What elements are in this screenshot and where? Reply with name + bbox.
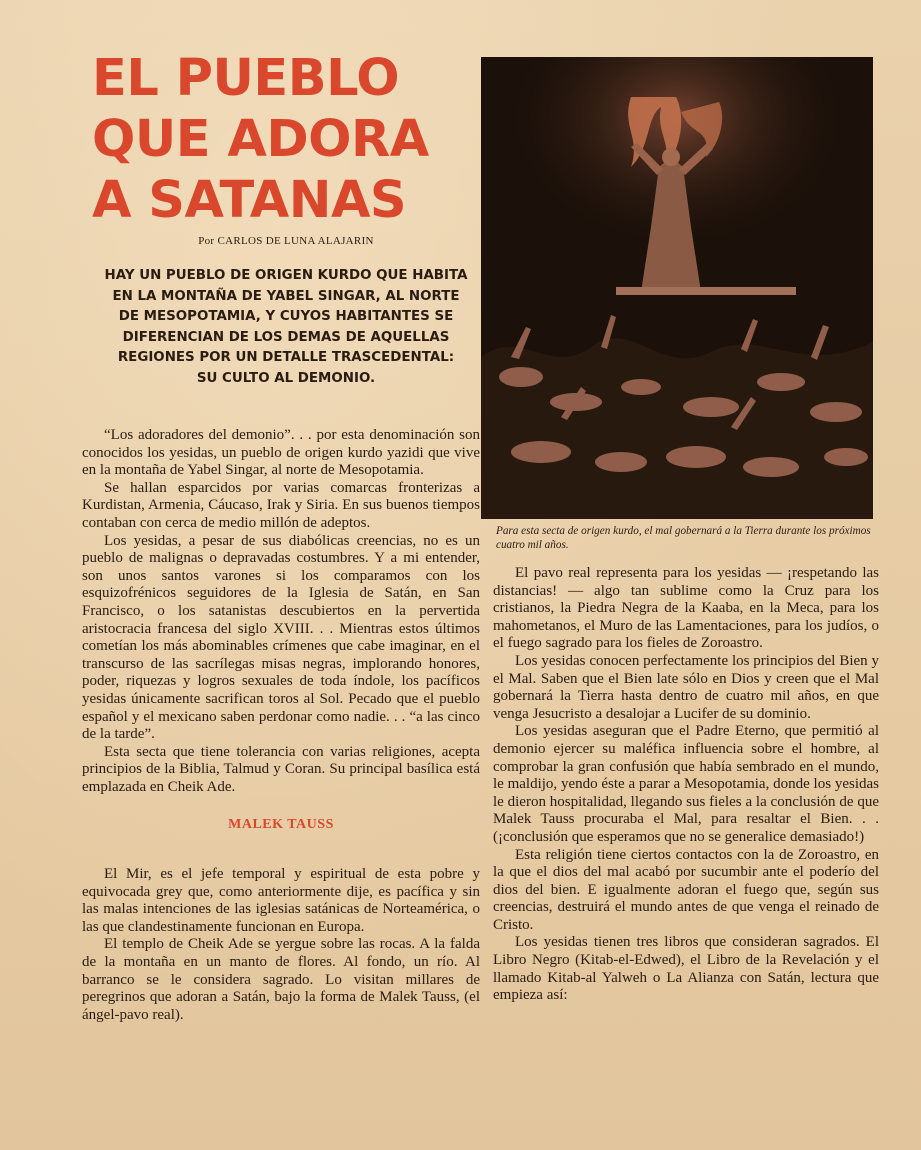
lede-line: DE MESOPOTAMIA, Y CUYOS HABITANTES SE	[118, 309, 454, 325]
paragraph: El Mir, es el jefe temporal y espiritual de esta pobre y equivocada grey que, como anteriormente dije, es pacífica y sin las malas intenciones de las iglesias satánicas de Norteamérica, o las que clandestinamente funcionan en Europa.	[82, 866, 480, 935]
paragraph: Los yesidas conocen perfectamente los principios del Bien y el Mal. Saben que el Bien late sólo en Dios y creen que el Mal gobernará la Tierra hasta dentro de cuatro mil años, en que venga Jesucristo a desalojar a Lucifer de su dominio.	[493, 652, 879, 722]
lede-line: EN LA MONTAÑA DE YABEL SINGAR, AL NORTE	[112, 288, 460, 304]
paragraph: “Los adoradores del demonio”. . . por esta denominación son conocidos los yesidas, un pueblo de origen kurdo yazidi que vive en la montaña de Yabel Singar, al norte de Mesopotamia.	[82, 427, 480, 479]
section-subhead: MALEK TAUSS	[228, 817, 334, 833]
paragraph: El pavo real representa para los yesidas — ¡respetando las distancias! — algo tan sublime como la Cruz para los cristianos, la Piedra Negra de la Kaaba, en la Meca, para los mahometanos, el Muro de las Lamentaciones, para los judíos, o el fuego sagrado para los fieles de Zoroastro.	[493, 565, 879, 652]
right-column	[493, 565, 879, 1005]
byline: Por CARLOS DE LUNA ALAJARIN	[198, 235, 374, 247]
left-column	[82, 427, 480, 1024]
illustration-photo	[481, 57, 873, 519]
lede-line: DIFERENCIAN DE LOS DEMAS DE AQUELLAS	[122, 329, 450, 345]
paragraph: Los yesidas, a pesar de sus diabólicas creencias, no es un pueblo de malignas o depravadas costumbres. Y a mi entender, son unos santos varones si los comparamos con los esquizofrénicos seguidores de la Iglesia de Satán, en San Francisco, o los satanistas descubiertos en la pervertida aristocracia francesa del siglo XVIII. . . Mientras estos últimos cometían los más abominables crímenes que cabe imaginar, en el transcurso de las sacrílegas misas negras, implorando honores, poder, riquezas y logros sexuales de toda índole, los pacíficos yesidas únicamente sacrifican toros al Sol. Pecado que el pueblo español y el mexicano saben perdonar como nadie. . . “a las cinco de la tarde”.	[82, 532, 480, 743]
lede-line: HAY UN PUEBLO DE ORIGEN KURDO QUE HABITA	[104, 268, 468, 283]
paragraph: El templo de Cheik Ade se yergue sobre las rocas. A la falda de la montaña en un manto de flores. Al fondo, un río. Al barranco se le considera sagrado. Lo visitan millares de peregrinos que adoran a Satán, bajo la forma de Malek Tauss, (el ángel-pavo real).	[82, 936, 480, 1023]
lede-line: SU CULTO AL DEMONIO.	[196, 370, 376, 386]
lede-line: REGIONES POR UN DETALLE TRASCEDENTAL:	[117, 350, 455, 366]
paragraph: Esta secta que tiene tolerancia con varias religiones, acepta principios de la Biblia, Talmud y Coran. Su principal basílica está emplazada en Cheik Ade.	[82, 743, 480, 795]
paragraph: Esta religión tiene ciertos contactos con la de Zoroastro, en la que el dios del mal acabó por sucumbir ante el poderío del dios del bien. E igualmente adoran el fuego que, según sus creencias, destruirá el mundo antes de que venga el reinado de Cristo.	[493, 846, 879, 933]
demon-worship-illustration	[481, 57, 873, 519]
title-line: A SATANAS	[92, 171, 407, 230]
photo-caption: Para esta secta de origen kurdo, el mal gobernará a la Tierra durante los próximos cuatro mil años.	[496, 525, 871, 551]
title-line: QUE ADORA	[92, 110, 429, 169]
paragraph: Los yesidas tienen tres libros que consideran sagrados. El Libro Negro (Kitab-el-Edwed), el Libro de la Revelación y el llamado Kitab-al Yalweh o La Alianza con Satán, lectura que empieza así:	[493, 934, 879, 1004]
paragraph: Los yesidas aseguran que el Padre Eterno, que permitió al demonio ejercer su maléfica influencia sobre el hombre, al comprobar la gran confusión que había sembrado en el mundo, le maldijo, yendo éste a parar a Mesopotamia, donde los yesidas le dieron hospitalidad, llegando sus fieles a la conclusión de que Malek Tauss procuraba el Mal, para resaltar el Bien. . . (¡conclusión que esperamos que no se generalice demasiado!)	[493, 723, 879, 845]
article-title	[92, 48, 472, 231]
paragraph: Se hallan esparcidos por varias comarcas fronterizas a Kurdistan, Armenia, Cáucaso, Irak y Siria. En sus buenos tiempos contaban con cerca de medio millón de adeptos.	[82, 479, 480, 531]
title-line: EL PUEBLO	[92, 49, 400, 108]
lede	[96, 266, 476, 390]
